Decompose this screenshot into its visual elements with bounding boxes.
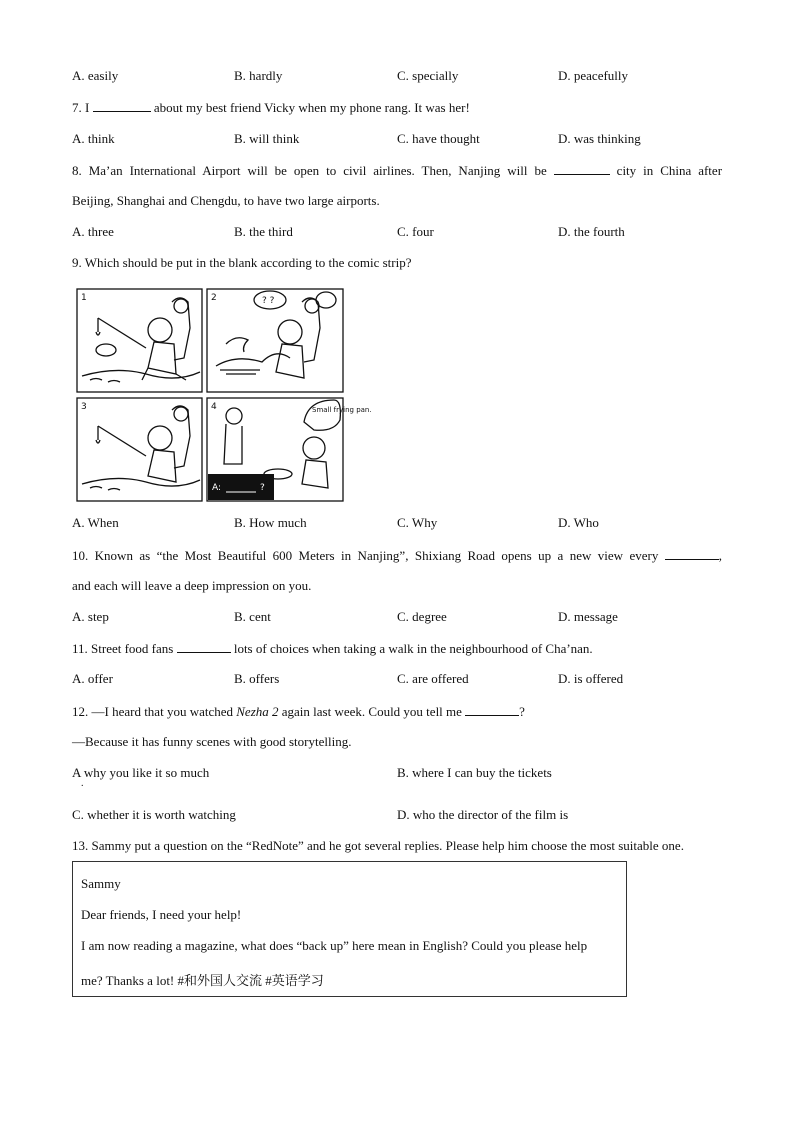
q9-option-d: D. Who (558, 515, 599, 530)
q7-stem-before: 7. I (72, 100, 90, 115)
post-author: Sammy (81, 876, 121, 891)
comic-thought-marks: ? ? (262, 296, 275, 306)
q8-option-c: C. four (397, 224, 434, 239)
q6-option-a: A. easily (72, 68, 119, 83)
q6-option-c: C. specially (397, 68, 459, 83)
q10-stem-before: 10. Known as “the Most Beautiful 600 Meters in Nanjing”, Shixiang Road opens up a new view every (72, 548, 659, 563)
q9-option-a: A. When (72, 515, 119, 530)
comic-strip (76, 288, 372, 502)
q7-option-b: B. will think (234, 131, 300, 146)
q11-option-c: C. are offered (397, 671, 469, 686)
rednote-post (72, 861, 627, 997)
q10-stem-line1 (72, 547, 722, 564)
q12-stem-end: ? (519, 704, 525, 719)
q8-stem-after: city in China after (616, 163, 723, 178)
comic-panel-4-number: 4 (211, 402, 217, 412)
q8-option-a: A. three (72, 224, 114, 239)
comic-panel-1-number: 1 (81, 293, 87, 303)
q12-stem-after: again last week. Could you tell me (281, 704, 462, 719)
q11-option-b: B. offers (234, 671, 280, 686)
q11-option-a: A. offer (72, 671, 113, 686)
comic-panel-2 (207, 289, 343, 392)
q6-option-b: B. hardly (234, 68, 283, 83)
q9-stem: 9. Which should be put in the blank according to the comic strip? (72, 255, 412, 270)
q10-option-b: B. cent (234, 609, 271, 624)
q13-stem: 13. Sammy put a question on the “RedNote” and he got several replies. Please help him choose the most suitable one. (72, 838, 684, 853)
q12-option-d: D. who the director of the film is (397, 807, 569, 822)
q12-option-a: A why you like it so much (72, 765, 210, 780)
q8-stem-line1 (72, 162, 722, 179)
q10-stem-after: , (718, 548, 722, 563)
q12-movie-title: Nezha 2 (236, 704, 279, 719)
q10-blank (665, 547, 719, 560)
q10-option-d: D. message (558, 609, 618, 624)
q7-option-a: A. think (72, 131, 115, 146)
comic-answer-suffix: ? (260, 483, 265, 493)
q10-option-a: A. step (72, 609, 109, 624)
q7-option-c: C. have thought (397, 131, 480, 146)
q12-stem-line2: —Because it has funny scenes with good storytelling. (72, 734, 352, 749)
q12-blank (465, 703, 519, 716)
q11-blank (177, 640, 231, 653)
q12-option-b: B. where I can buy the tickets (397, 765, 552, 780)
q12-stray-mark: . (81, 778, 84, 789)
q11-stem-after: lots of choices when taking a walk in the neighbourhood of Cha’nan. (233, 641, 593, 656)
q11-option-d: D. is offered (558, 671, 624, 686)
q7-option-d: D. was thinking (558, 131, 641, 146)
comic-panel-2-number: 2 (211, 293, 217, 303)
post-body-line2: me? Thanks a lot! #和外国人交流 #英语学习 (81, 973, 324, 988)
post-body-line1: I am now reading a magazine, what does “back up” here mean in English? Could you please help (81, 938, 588, 953)
q8-blank (554, 162, 610, 175)
comic-answer-prefix: A: (212, 483, 222, 493)
q8-stem-line2: Beijing, Shanghai and Chengdu, to have two large airports. (72, 193, 380, 208)
q7-stem (72, 99, 470, 116)
post-greeting: Dear friends, I need your help! (81, 907, 242, 922)
comic-speech-text: Small frying pan. (312, 406, 372, 414)
q10-option-c: C. degree (397, 609, 447, 624)
q8-option-d: D. the fourth (558, 224, 625, 239)
q12-stem-before: 12. —I heard that you watched (72, 704, 234, 719)
q11-stem-before: 11. Street food fans (72, 641, 174, 656)
q9-option-c: C. Why (397, 515, 438, 530)
q10-stem-line2: and each will leave a deep impression on you. (72, 578, 312, 593)
q11-stem (72, 640, 593, 657)
q12-option-c: C. whether it is worth watching (72, 807, 236, 822)
q7-blank (93, 99, 151, 112)
q6-option-d: D. peacefully (558, 68, 629, 83)
q9-option-b: B. How much (234, 515, 307, 530)
q8-stem-before: 8. Ma’an International Airport will be open to civil airlines. Then, Nanjing will be (72, 163, 547, 178)
comic-panel-3-number: 3 (81, 402, 87, 412)
q8-option-b: B. the third (234, 224, 293, 239)
q7-stem-after: about my best friend Vicky when my phone rang. It was her! (153, 100, 470, 115)
q12-stem-line1 (72, 703, 525, 720)
